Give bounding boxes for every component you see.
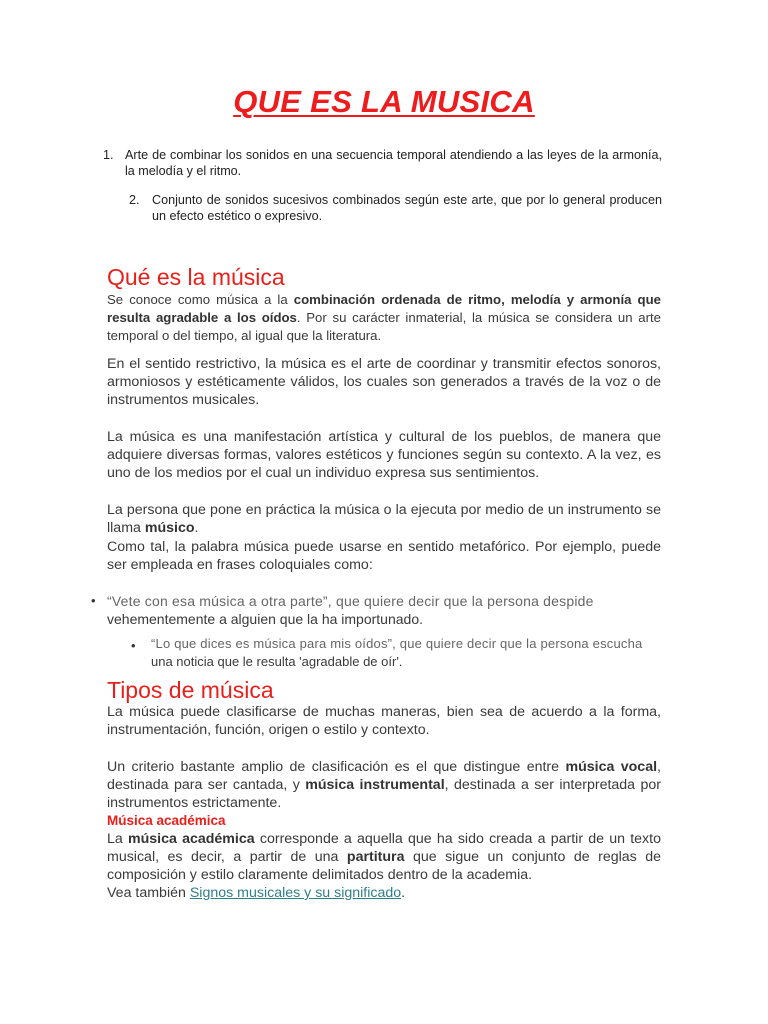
paragraph-text: , destinada para ser cantada, y — [107, 759, 661, 793]
paragraph-text: . — [401, 885, 406, 901]
paragraph-restrictive: En el sentido restrictivo, la música es el arte de coordinar y transmitir efectos sonoros, armoniosos y estéticamente válidos, los cuales son generados a través de la voz o de instrumentos musicales. — [107, 356, 661, 408]
bold-phrase: música académica — [127, 831, 255, 847]
paragraph-academica — [107, 830, 661, 884]
bullet-icon: • — [91, 593, 96, 608]
paragraph-text: Un criterio bastante amplio de clasificación es el que distingue entre — [107, 759, 566, 775]
bullet-item-1 — [107, 592, 661, 628]
definition-item-2: Conjunto de sonidos sucesivos combinados según este arte, que por lo general producen un efecto estético o expresivo. — [152, 193, 662, 223]
bullet-explanation: una noticia que le resulta 'agradable de oír'. — [151, 654, 403, 669]
paragraph-text: que sigue un conjunto de reglas de composición y estilo claramente delimitados dentro de la academia. — [107, 849, 661, 883]
bullet-quote: “Lo que dices es música para mis oídos”, que quiere decir que la persona escucha — [151, 636, 643, 651]
paragraph-text: La — [107, 831, 128, 847]
bullet-item-2 — [151, 635, 663, 671]
subheading-musica-academica: Música académica — [107, 813, 226, 828]
paragraph-text: , destinada a ser interpretada por instrumentos estrictamente. — [107, 777, 661, 811]
definition-number-1: 1. — [103, 148, 114, 162]
definition-item-1: Arte de combinar los sonidos en una secuencia temporal atendiendo a las leyes de la armonía, la melodía y el ritmo. — [125, 148, 662, 178]
paragraph-musico — [107, 501, 661, 537]
paragraph-vocal-instrumental — [107, 758, 661, 812]
definition-number-2: 2. — [129, 193, 140, 207]
bullet-icon: • — [131, 638, 136, 653]
bold-word: músico — [144, 520, 195, 536]
bullet-quote: “Vete con esa música a otra parte”, que quiere decir que la persona despide — [107, 593, 594, 609]
paragraph-see-also — [107, 884, 661, 902]
paragraph-text: . Por su carácter inmaterial, la música se considera un arte temporal o del tiempo, al igual que la literatura. — [107, 310, 661, 343]
see-also-label: Vea también — [107, 885, 190, 901]
section-heading-tipos: Tipos de música — [107, 677, 274, 703]
paragraph-text: La persona que pone en práctica la música o la ejecuta por medio de un instrumento se llama — [107, 502, 661, 536]
paragraph-metaphoric: Como tal, la palabra música puede usarse en sentido metafórico. Por ejemplo, puede ser empleada en frases coloquiales como: — [107, 539, 661, 573]
paragraph-cultural: La música es una manifestación artística y cultural de los pueblos, de manera que adquiere diversas formas, valores estéticos y funciones según su contexto. A la vez, es uno de los medios por el cual un individuo expresa sus sentimientos. — [107, 429, 661, 481]
paragraph-text: corresponde a aquella que ha sido creada a partir de un texto musical, es decir, a partir de una — [107, 831, 661, 865]
bold-phrase: música vocal — [565, 759, 658, 775]
bold-phrase: música instrumental — [305, 777, 445, 793]
paragraph-definition — [107, 291, 661, 345]
see-also-link[interactable]: Signos musicales y su significado — [189, 885, 402, 901]
paragraph-text: . — [194, 520, 199, 536]
bullet-explanation: vehementemente a alguien que la ha importunado. — [107, 611, 423, 627]
bold-phrase: combinación ordenada de ritmo, melodía y armonía que resulta agradable a los oídos — [107, 292, 661, 325]
page-title: QUE ES LA MUSICA — [233, 84, 535, 119]
paragraph-text: Se conoce como música a la — [107, 292, 294, 307]
paragraph-classification: La música puede clasificarse de muchas maneras, bien sea de acuerdo a la forma, instrumentación, función, origen o estilo y contexto. — [107, 704, 661, 738]
bold-word: partitura — [346, 849, 405, 865]
section-heading-que-es: Qué es la música — [107, 264, 285, 290]
